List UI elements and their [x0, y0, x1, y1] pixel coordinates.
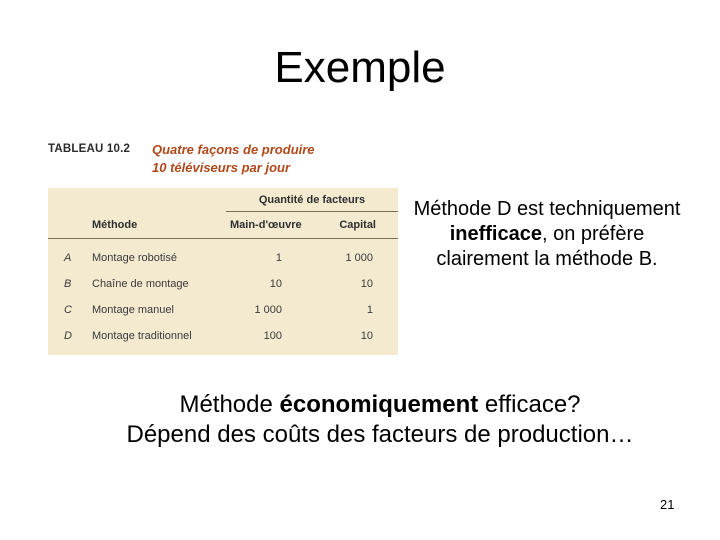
header-divider [48, 238, 398, 239]
economic-efficiency-question [0, 390, 720, 450]
question-line1 [0, 390, 720, 420]
row-letter: A [64, 252, 72, 264]
row-labour: 1 000 [254, 304, 282, 316]
row-labour: 1 [275, 252, 282, 264]
row-capital: 1 [366, 304, 373, 316]
group-header-factor-quantity: Quantité de facteurs [226, 194, 398, 212]
table-row [48, 324, 398, 350]
row-capital: 1 000 [345, 252, 373, 264]
row-method: Chaîne de montage [92, 278, 189, 290]
question-part1: Méthode [179, 391, 280, 418]
row-capital: 10 [360, 278, 373, 290]
table-header-area [48, 133, 398, 188]
question-part2: efficace? [478, 391, 581, 418]
table-caption [152, 141, 392, 177]
table-id: TABLEAU 10.2 [48, 143, 131, 155]
row-method: Montage traditionnel [92, 330, 192, 342]
row-letter: D [64, 330, 72, 342]
method-d-comment [402, 197, 692, 272]
row-method: Montage manuel [92, 304, 174, 316]
page-number: 21 [660, 497, 675, 512]
question-bold: économiquement [279, 391, 479, 418]
production-methods-table [48, 133, 398, 355]
table-row [48, 298, 398, 324]
table-caption-line2: 10 téléviseurs par jour [152, 160, 291, 175]
column-header-labour: Main-d'œuvre [230, 219, 302, 231]
table-row [48, 246, 398, 272]
table-caption-line1: Quatre façons de produire [152, 142, 315, 157]
row-capital: 10 [360, 330, 373, 342]
column-header-method: Méthode [92, 219, 138, 231]
comment-text-bold: inefficace [449, 223, 542, 245]
row-letter: B [64, 278, 72, 290]
row-letter: C [64, 304, 72, 316]
comment-text-part2: , on préfère clairement la méthode B. [436, 223, 658, 270]
row-method: Montage robotisé [92, 252, 177, 264]
table-row [48, 272, 398, 298]
question-line2: Dépend des coûts des facteurs de production… [126, 421, 634, 448]
row-labour: 10 [269, 278, 282, 290]
table-body [48, 188, 398, 355]
slide-title: Exemple [274, 43, 446, 92]
comment-text-part1: Méthode D est techniquement [413, 198, 681, 220]
column-header-capital: Capital [339, 219, 376, 231]
row-labour: 100 [263, 330, 282, 342]
